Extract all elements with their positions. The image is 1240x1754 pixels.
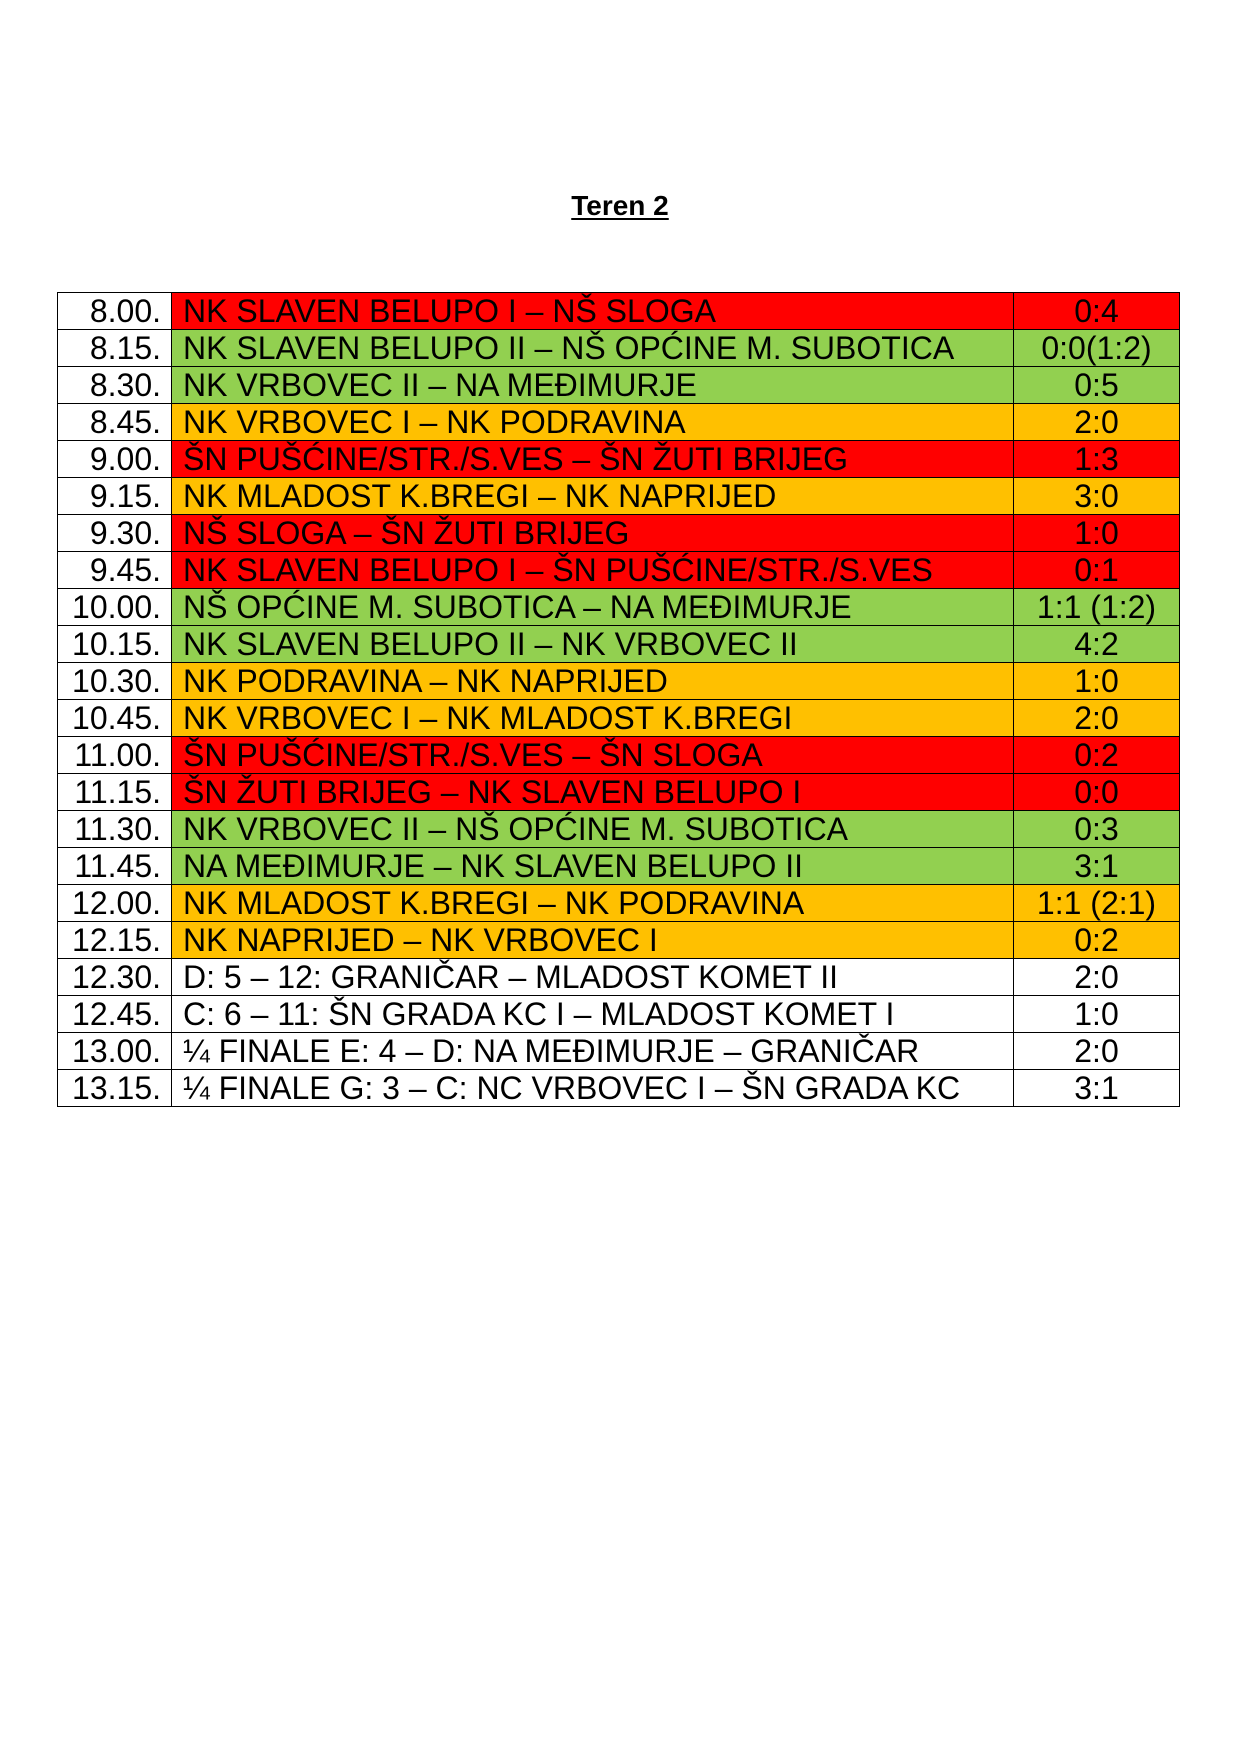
- match-score-cell: 1:1 (1:2): [1014, 589, 1180, 626]
- match-time-cell: 10.30.: [58, 663, 172, 700]
- table-row: [58, 811, 1180, 848]
- match-name-cell: C: 6 – 11: ŠN GRADA KC I – MLADOST KOMET I: [172, 996, 1014, 1033]
- match-name-cell: NK PODRAVINA – NK NAPRIJED: [172, 663, 1014, 700]
- match-score-cell: 4:2: [1014, 626, 1180, 663]
- table-row: [58, 700, 1180, 737]
- match-name-cell: NK VRBOVEC II – NŠ OPĆINE M. SUBOTICA: [172, 811, 1014, 848]
- table-row: [58, 848, 1180, 885]
- match-time-cell: 9.00.: [58, 441, 172, 478]
- match-score-cell: 3:0: [1014, 478, 1180, 515]
- match-time-cell: 11.15.: [58, 774, 172, 811]
- match-score-cell: 2:0: [1014, 700, 1180, 737]
- match-score-cell: 1:3: [1014, 441, 1180, 478]
- table-row: [58, 959, 1180, 996]
- match-score-cell: 1:1 (2:1): [1014, 885, 1180, 922]
- table-row: [58, 589, 1180, 626]
- table-row: [58, 552, 1180, 589]
- match-schedule-table: [57, 292, 1180, 1107]
- match-time-cell: 10.00.: [58, 589, 172, 626]
- match-name-cell: NŠ OPĆINE M. SUBOTICA – NA MEĐIMURJE: [172, 589, 1014, 626]
- match-time-cell: 11.00.: [58, 737, 172, 774]
- match-time-cell: 10.45.: [58, 700, 172, 737]
- page-title: Teren 2: [571, 190, 669, 221]
- match-score-cell: 3:1: [1014, 848, 1180, 885]
- table-row: [58, 922, 1180, 959]
- match-score-cell: 1:0: [1014, 515, 1180, 552]
- match-time-cell: 10.15.: [58, 626, 172, 663]
- match-name-cell: NK VRBOVEC I – NK MLADOST K.BREGI: [172, 700, 1014, 737]
- table-row: [58, 885, 1180, 922]
- match-time-cell: 11.30.: [58, 811, 172, 848]
- match-score-cell: 0:0(1:2): [1014, 330, 1180, 367]
- match-name-cell: NK VRBOVEC II – NA MEĐIMURJE: [172, 367, 1014, 404]
- match-time-cell: 9.30.: [58, 515, 172, 552]
- table-row: [58, 663, 1180, 700]
- match-time-cell: 9.45.: [58, 552, 172, 589]
- table-row: [58, 1033, 1180, 1070]
- table-row: [58, 478, 1180, 515]
- table-row: [58, 293, 1180, 330]
- match-name-cell: ¼ FINALE G: 3 – C: NC VRBOVEC I – ŠN GRADA KC: [172, 1070, 1014, 1107]
- match-time-cell: 12.30.: [58, 959, 172, 996]
- match-name-cell: ŠN PUŠĆINE/STR./S.VES – ŠN ŽUTI BRIJEG: [172, 441, 1014, 478]
- match-time-cell: 12.00.: [58, 885, 172, 922]
- match-score-cell: 0:2: [1014, 737, 1180, 774]
- match-name-cell: ¼ FINALE E: 4 – D: NA MEĐIMURJE – GRANIČAR: [172, 1033, 1014, 1070]
- match-score-cell: 1:0: [1014, 996, 1180, 1033]
- match-name-cell: ŠN ŽUTI BRIJEG – NK SLAVEN BELUPO I: [172, 774, 1014, 811]
- match-time-cell: 8.15.: [58, 330, 172, 367]
- match-time-cell: 11.45.: [58, 848, 172, 885]
- match-name-cell: NK MLADOST K.BREGI – NK PODRAVINA: [172, 885, 1014, 922]
- match-score-cell: 0:4: [1014, 293, 1180, 330]
- match-time-cell: 8.00.: [58, 293, 172, 330]
- table-row: [58, 737, 1180, 774]
- table-row: [58, 515, 1180, 552]
- table-row: [58, 774, 1180, 811]
- table-row: [58, 441, 1180, 478]
- match-name-cell: NK SLAVEN BELUPO II – NK VRBOVEC II: [172, 626, 1014, 663]
- match-name-cell: NK SLAVEN BELUPO II – NŠ OPĆINE M. SUBOTICA: [172, 330, 1014, 367]
- match-name-cell: NK VRBOVEC I – NK PODRAVINA: [172, 404, 1014, 441]
- table-row: [58, 626, 1180, 663]
- match-name-cell: NK SLAVEN BELUPO I – NŠ SLOGA: [172, 293, 1014, 330]
- match-time-cell: 12.15.: [58, 922, 172, 959]
- match-score-cell: 2:0: [1014, 404, 1180, 441]
- match-score-cell: 2:0: [1014, 959, 1180, 996]
- match-name-cell: ŠN PUŠĆINE/STR./S.VES – ŠN SLOGA: [172, 737, 1014, 774]
- match-name-cell: NK MLADOST K.BREGI – NK NAPRIJED: [172, 478, 1014, 515]
- match-time-cell: 8.45.: [58, 404, 172, 441]
- match-score-cell: 0:5: [1014, 367, 1180, 404]
- match-name-cell: D: 5 – 12: GRANIČAR – MLADOST KOMET II: [172, 959, 1014, 996]
- match-score-cell: 0:2: [1014, 922, 1180, 959]
- match-time-cell: 12.45.: [58, 996, 172, 1033]
- match-score-cell: 0:0: [1014, 774, 1180, 811]
- match-time-cell: 8.30.: [58, 367, 172, 404]
- match-time-cell: 13.00.: [58, 1033, 172, 1070]
- match-score-cell: 1:0: [1014, 663, 1180, 700]
- match-score-cell: 2:0: [1014, 1033, 1180, 1070]
- match-time-cell: 13.15.: [58, 1070, 172, 1107]
- table-row: [58, 367, 1180, 404]
- match-score-cell: 3:1: [1014, 1070, 1180, 1107]
- table-row: [58, 330, 1180, 367]
- match-name-cell: NA MEĐIMURJE – NK SLAVEN BELUPO II: [172, 848, 1014, 885]
- match-time-cell: 9.15.: [58, 478, 172, 515]
- match-name-cell: NK SLAVEN BELUPO I – ŠN PUŠĆINE/STR./S.VES: [172, 552, 1014, 589]
- match-name-cell: NK NAPRIJED – NK VRBOVEC I: [172, 922, 1014, 959]
- match-score-cell: 0:1: [1014, 552, 1180, 589]
- match-name-cell: NŠ SLOGA – ŠN ŽUTI BRIJEG: [172, 515, 1014, 552]
- match-score-cell: 0:3: [1014, 811, 1180, 848]
- schedule-body: [58, 293, 1180, 1107]
- table-row: [58, 1070, 1180, 1107]
- table-row: [58, 404, 1180, 441]
- table-row: [58, 996, 1180, 1033]
